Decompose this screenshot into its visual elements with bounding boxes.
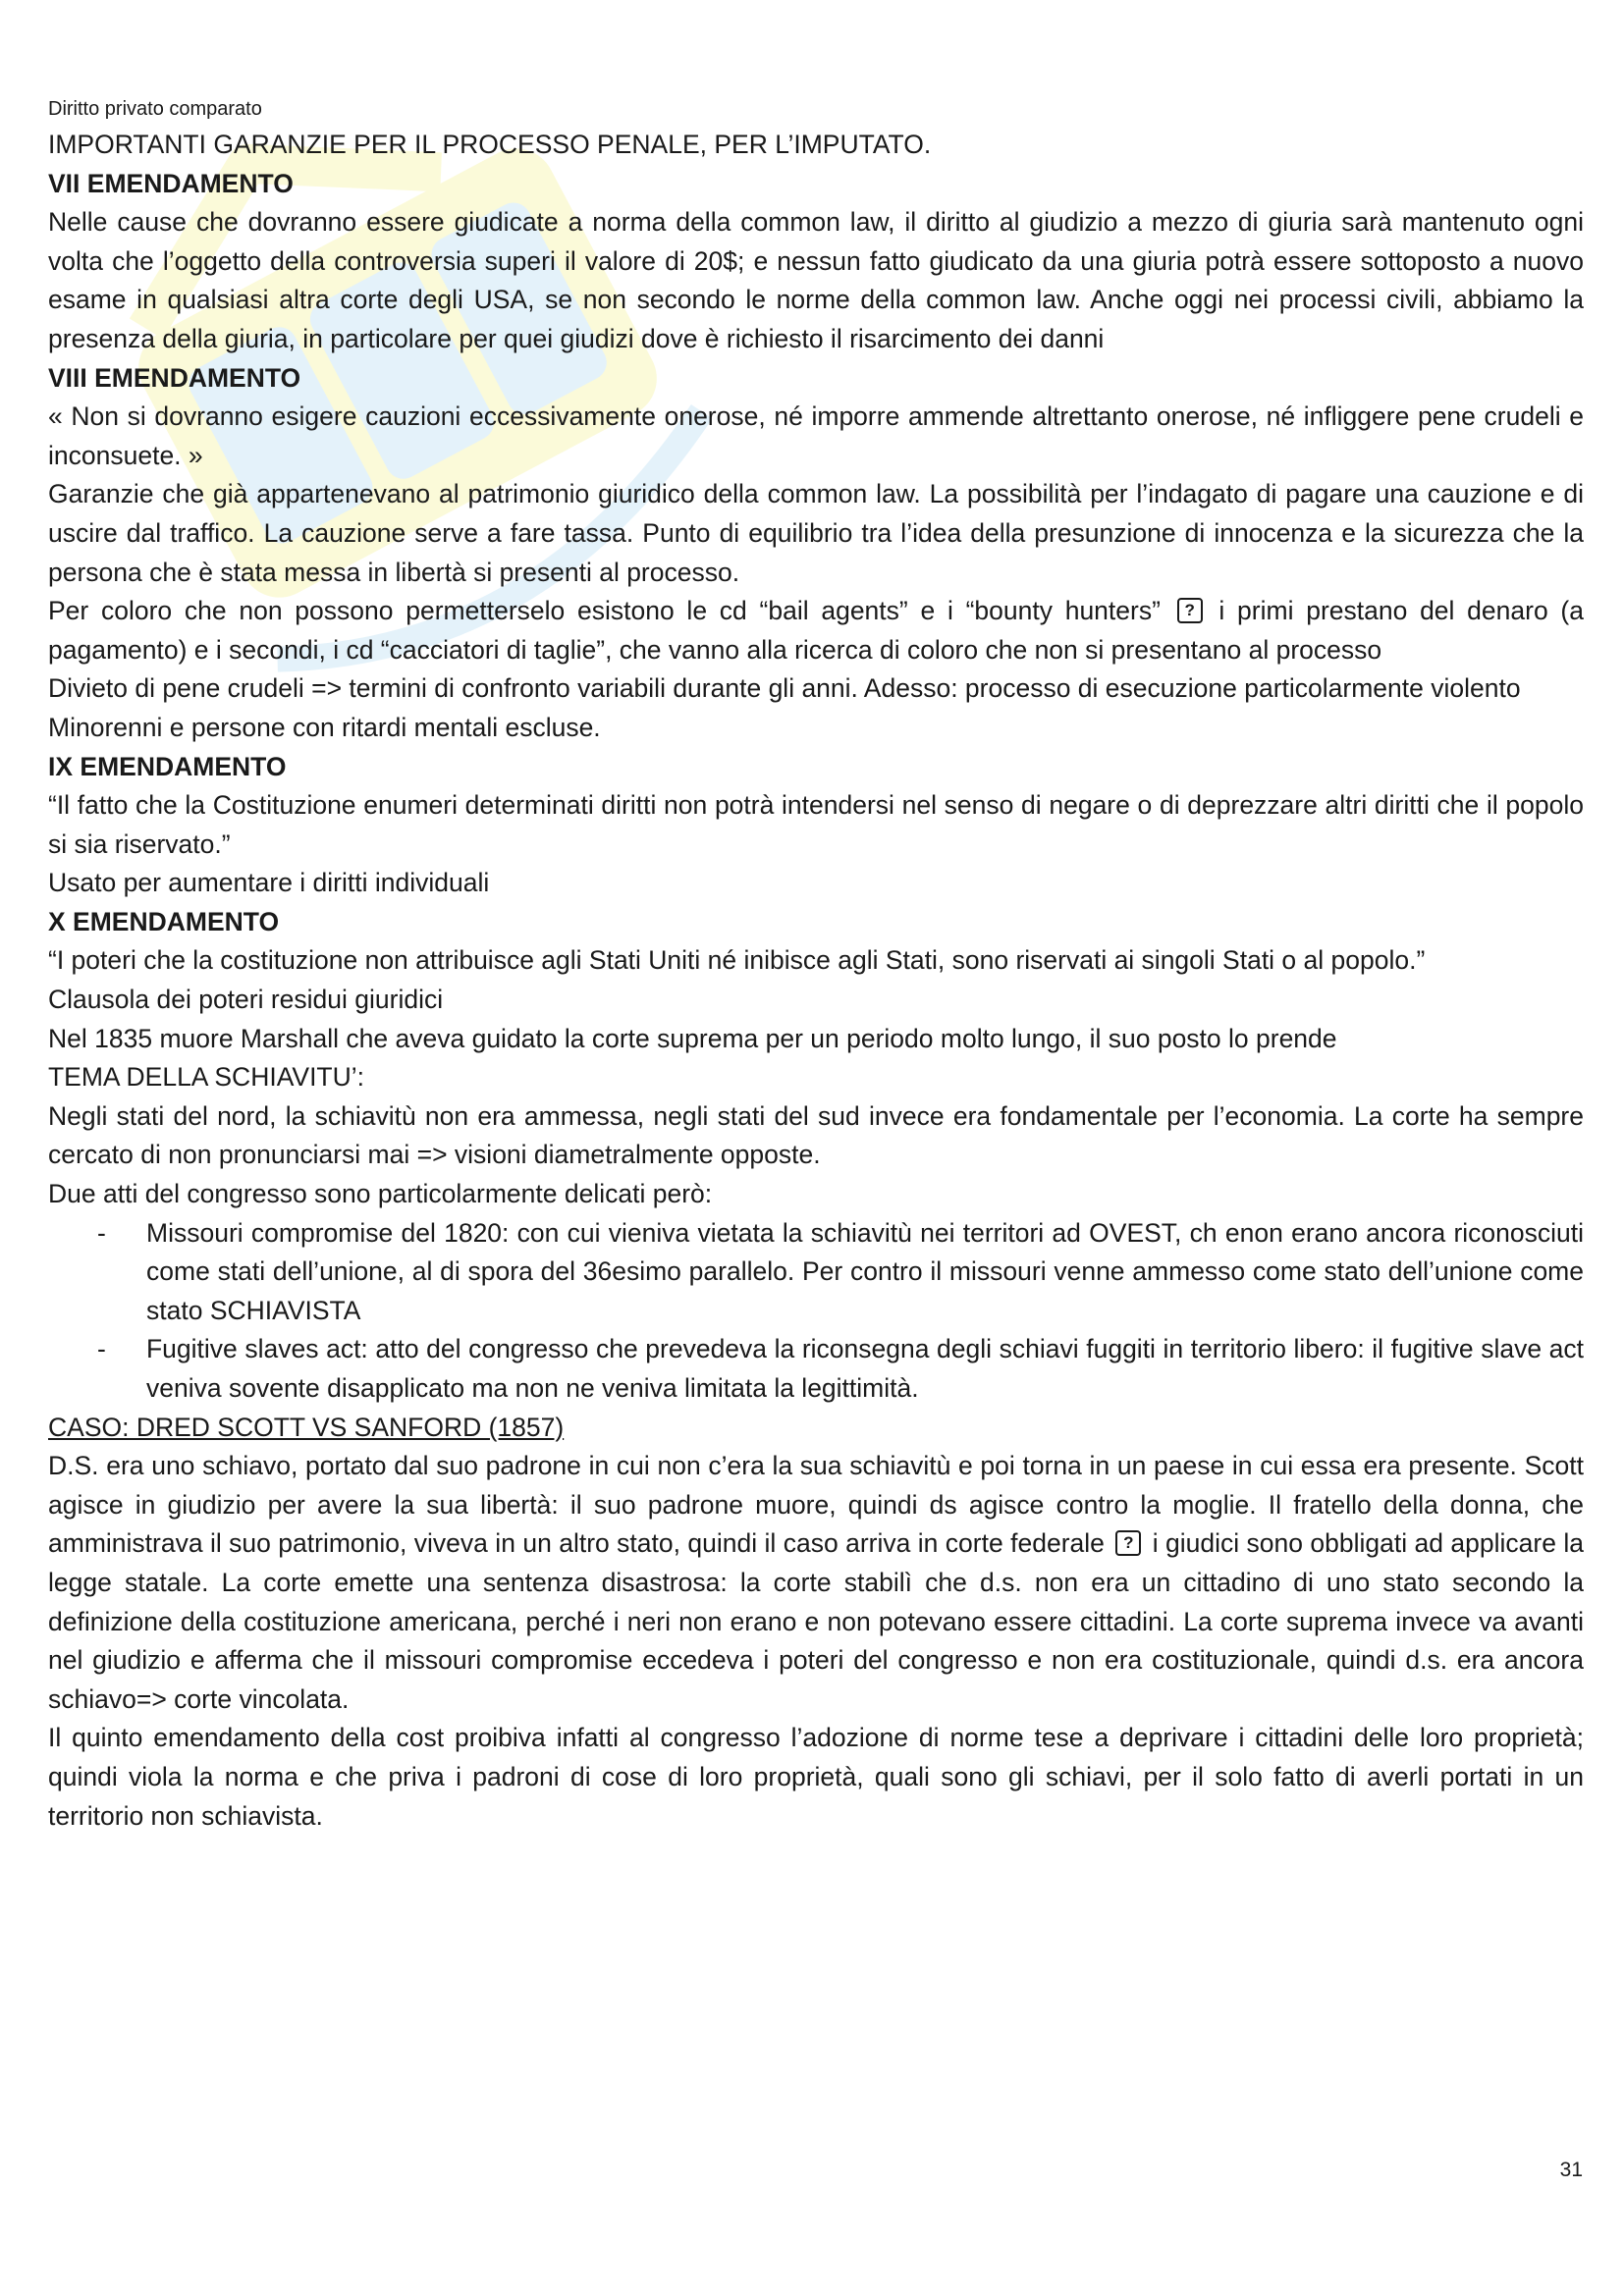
section-heading: X EMENDAMENTO	[48, 906, 280, 936]
document-body	[48, 126, 1584, 1836]
paragraph: Minorenni e persone con ritardi mentali escluse.	[48, 712, 601, 742]
paragraph: “Il fatto che la Costituzione enumeri determinati diritti non potrà intendersi nel senso di negare o di deprezzare altri diritti che il popolo si sia riservato.”	[48, 790, 1584, 859]
paragraph	[48, 592, 1584, 669]
paragraph: Nelle cause che dovranno essere giudicate a norma della common law, il diritto al giudizio a mezzo di giuria sarà mantenuto ogni volta che l’oggetto della controversia superi il valore di 20$; e nessun fatto giudicato da una giuria potrà essere sottoposto a nuovo esame in qualsiasi altra corte degli USA, se non secondo le norme della common law. Anche oggi nei processi civili, abbiamo la presenza della giuria, in particolare per quei giudizi dove è richiesto il risarcimento dei danni	[48, 207, 1584, 353]
list-marker: -	[97, 1334, 106, 1364]
list-item-text: Missouri compromise del 1820: con cui vieniva vietata la schiavitù nei territori ad OVEST, ch enon erano ancora riconosciuti come stati dell’unione, al di spora del 36esimo parallelo. Per contro il missouri venne ammesso come stato dell’unione come stato SCHIAVISTA	[146, 1217, 1584, 1325]
paragraph: “I poteri che la costituzione non attribuisce agli Stati Uniti né inibisce agli Stati, sono riservati ai singoli Stati o al popolo.”	[48, 945, 1426, 976]
paragraph-text: i giudici sono obbligati ad applicare la legge statale. La corte emette una sentenza disastrosa: la corte stabilì che d.s. non era un cittadino di uno stato secondo la definizione della costituzione americana, perché i neri non erano e non potevano essere cittadini. La corte suprema invece va avanti nel giudizio e afferma che il missouri compromise eccedeva i poteri del congresso e non era costituzionale, quindi d.s. era ancora schiavo=> corte vincolata.	[48, 1528, 1585, 1714]
list-item	[48, 1214, 1584, 1331]
paragraph: TEMA DELLA SCHIAVITU’:	[48, 1062, 365, 1093]
paragraph: Clausola dei poteri residui giuridici	[48, 985, 444, 1015]
paragraph: Il quinto emendamento della cost proibiva infatti al congresso l’adozione di norme tese a deprivare i cittadini delle loro proprietà; quindi viola la norma e che priva i padroni di cose di loro proprietà, quali sono gli schiavi, per il solo fatto di averli portati in un territorio non schiavista.	[48, 1723, 1584, 1831]
section-heading: VIII EMENDAMENTO	[48, 362, 301, 393]
list-marker: -	[97, 1217, 106, 1248]
paragraph-text: i primi prestano del denaro (a pagamento) e i secondi, i cd “cacciatori di taglie”, che vanno alla ricerca di coloro che non si presentano al processo	[48, 596, 1584, 665]
paragraph: Usato per aumentare i diritti individuali	[48, 868, 490, 898]
document-page	[48, 94, 1584, 1836]
paragraph: IMPORTANTI GARANZIE PER IL PROCESSO PENALE, PER L’IMPUTATO.	[48, 130, 932, 159]
paragraph-text: Per coloro che non possono permetterselo esistono le cd “bail agents” e i “bounty hunters”	[48, 596, 1161, 626]
question-mark-icon: ?	[1177, 598, 1203, 623]
paragraph: Due atti del congresso sono particolarmente delicati però:	[48, 1179, 713, 1209]
paragraph: Nel 1835 muore Marshall che aveva guidato la corte suprema per un periodo molto lungo, il suo posto lo prende	[48, 1023, 1337, 1053]
paragraph	[48, 1447, 1584, 1719]
section-heading: IX EMENDAMENTO	[48, 751, 287, 781]
list-item-text: Fugitive slaves act: atto del congresso che prevedeva la riconsegna degli schiavi fuggiti in territorio libero: il fugitive slave act veniva sovente disapplicato ma non ne veniva limitata la legittimità.	[146, 1334, 1584, 1403]
paragraph-text: D.S. era uno schiavo, portato dal suo padrone in cui non c’era la sua schiavitù e poi torna in un paese in cui essa era presente. Scott agisce in giudizio per avere la sua libertà: il suo padrone muore, quindi ds agisce contro la moglie. Il fratello della donna, che amministrava il suo patrimonio, viveva in un altro stato, quindi il caso arriva in corte federale	[48, 1451, 1584, 1559]
bullet-list	[48, 1214, 1584, 1409]
document-header: Diritto privato comparato	[48, 98, 262, 120]
list-item	[48, 1330, 1584, 1408]
question-mark-icon: ?	[1115, 1530, 1141, 1556]
case-title: CASO: DRED SCOTT VS SANFORD (1857)	[48, 1412, 565, 1442]
page-number: 31	[1559, 2159, 1583, 2181]
paragraph: « Non si dovranno esigere cauzioni eccessivamente onerose, né imporre ammende altrettanto onerose, né infliggere pene crudeli e inconsuete. »	[48, 401, 1584, 470]
paragraph: Garanzie che già appartenevano al patrimonio giuridico della common law. La possibilità per l’indagato di pagare una cauzione e di uscire dal traffico. La cauzione serve a fare tassa. Punto di equilibrio tra l’idea della presunzione di innocenza e la sicurezza che la persona che è stata messa in libertà si presenti al processo.	[48, 479, 1584, 587]
paragraph: Negli stati del nord, la schiavitù non era ammessa, negli stati del sud invece era fondamentale per l’economia. La corte ha sempre cercato di non pronunciarsi mai => visioni diametralmente opposte.	[48, 1100, 1584, 1170]
section-heading: VII EMENDAMENTO	[48, 168, 294, 198]
paragraph: Divieto di pene crudeli => termini di confronto variabili durante gli anni. Adesso: processo di esecuzione particolarmente violento	[48, 673, 1521, 704]
